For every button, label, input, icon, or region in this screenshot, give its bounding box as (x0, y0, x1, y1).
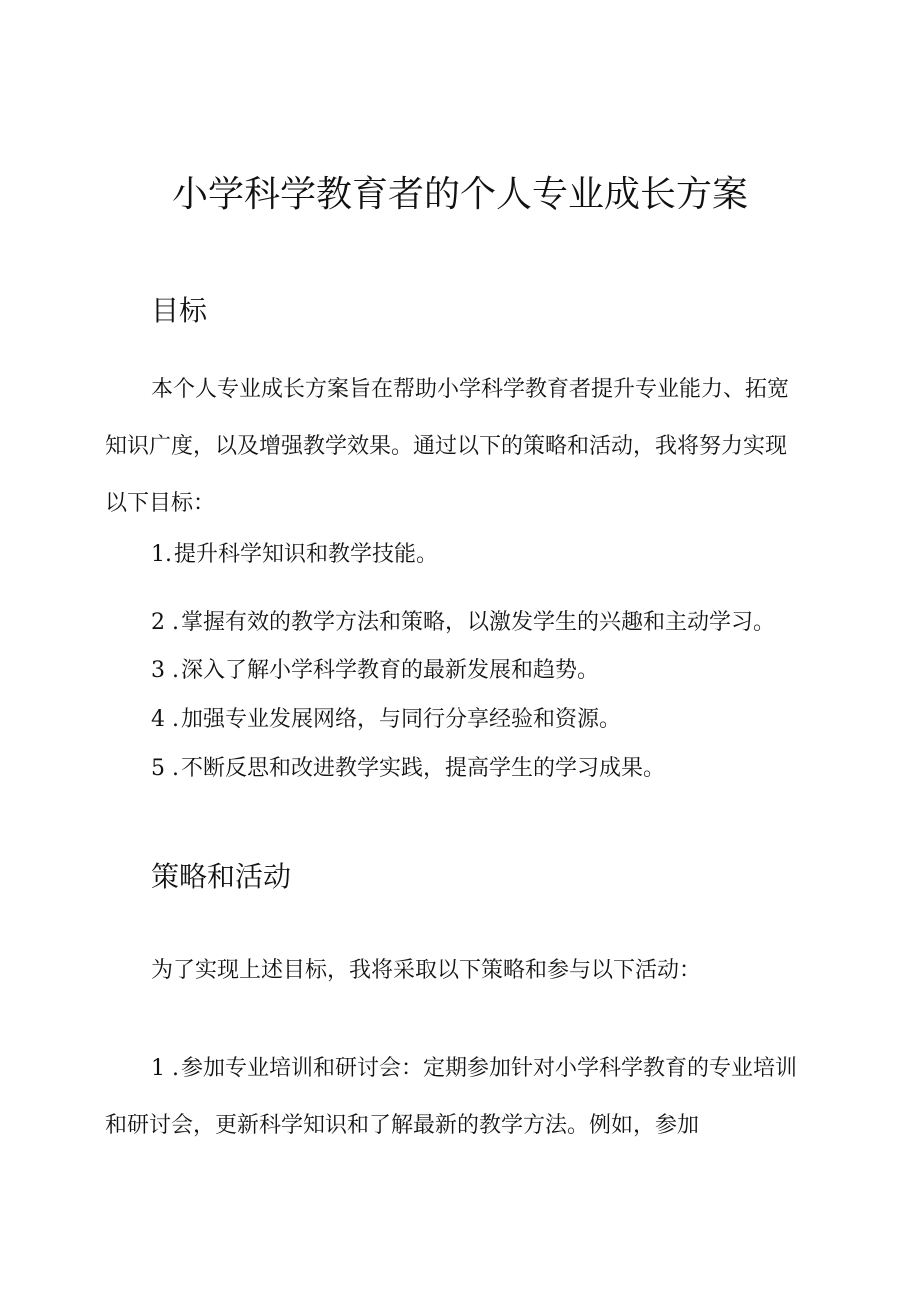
strategy-item-1-text: 参加专业培训和研讨会：定期参加针对小学科学教育的专业培训和研讨会，更新科学知识和了解最新的教学方法。例如，参加 (105, 1056, 797, 1138)
strategies-intro: 为了实现上述目标，我将采取以下策略和参与以下活动： (151, 958, 702, 983)
goal-item-4-number: 4 . (151, 707, 179, 732)
document-title: 小学科学教育者的个人专业成长方案 (171, 174, 748, 215)
goal-item-4-text: 加强专业发展网络，与同行分享经验和资源。 (180, 707, 621, 732)
goal-item-5 (151, 754, 665, 784)
goal-item-2-text: 掌握有效的教学方法和策略，以激发学生的兴趣和主动学习。 (180, 610, 775, 635)
goal-item-1-text: 提升科学知识和教学技能。 (174, 542, 439, 567)
section-heading-strategies: 策略和活动 (151, 860, 292, 893)
strategy-item-1-number: 1 . (151, 1056, 179, 1081)
goal-item-5-number: 5 . (151, 756, 179, 781)
goal-item-3-number: 3 . (151, 658, 179, 683)
goals-intro-paragraph: 本个人专业成长方案旨在帮助小学科学教育者提升专业能力、拓宽知识广度，以及增强教学效果。通过以下的策略和活动，我将努力实现以下目标： (105, 377, 790, 516)
goal-item-4 (151, 705, 621, 735)
goal-item-1 (151, 540, 438, 570)
strategy-item-1 (105, 1040, 805, 1154)
section-heading-goals: 目标 (151, 294, 208, 327)
goal-item-3-text: 深入了解小学科学教育的最新发展和趋势。 (180, 658, 599, 683)
goal-item-5-text: 不断反思和改进教学实践，提高学生的学习成果。 (180, 756, 665, 781)
goal-item-2-number: 2 . (151, 610, 179, 635)
goal-item-1-number: 1. (151, 542, 172, 567)
goal-item-2 (151, 608, 775, 638)
goal-item-3 (151, 656, 599, 686)
